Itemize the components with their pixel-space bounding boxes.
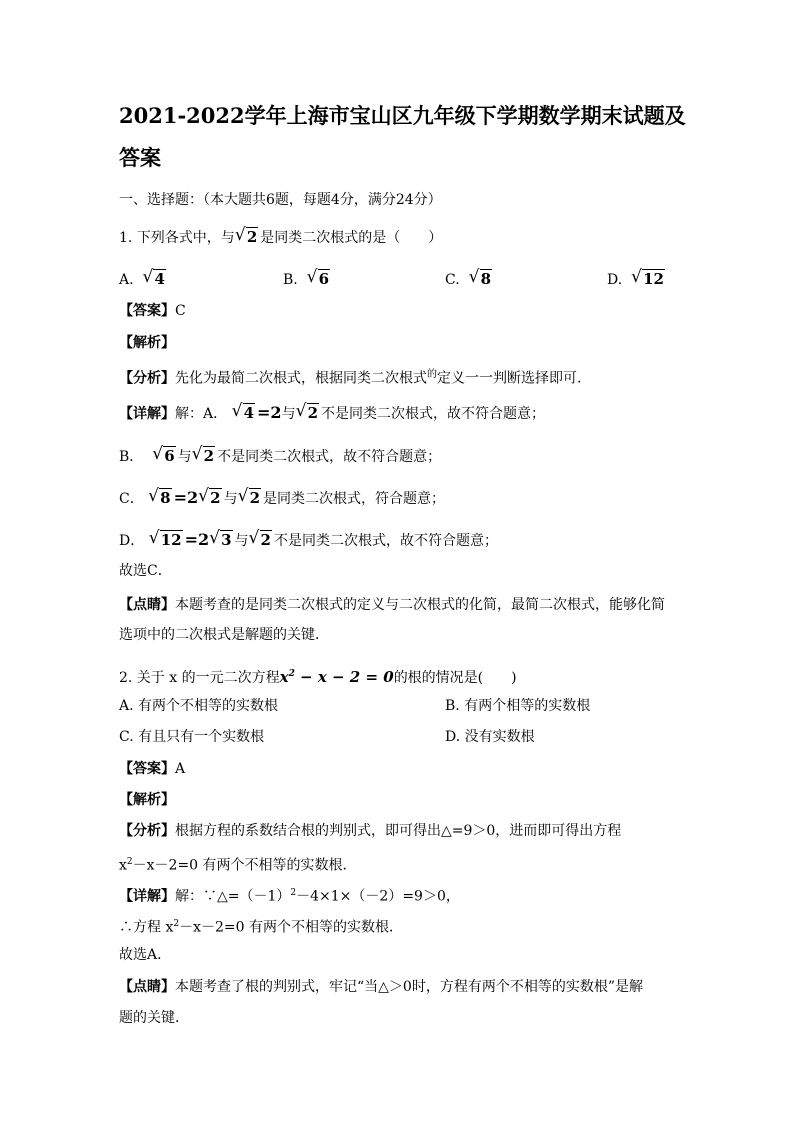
q1-stem-after: 是同类二次根式的是（ ） <box>260 230 443 246</box>
q1-stem-before: 1. 下列各式中，与 <box>119 230 235 246</box>
q1-detail-d: D． √ 12 =2 √ 3 与 √ 2 不是同类二次根式，故不符合题意； <box>119 528 498 549</box>
q2-detail-1: 【详解】解：$\because\triangle=(-1)^2-4\times 1\times(-2)=9>0$， <box>119 888 460 905</box>
q2-fenxi-1: 【分析】根据方程的系数结合根的判别式，即可得出△=9＞0，进而即可得出方程 <box>119 823 622 839</box>
q2-jiexi: 【解析】 <box>119 792 175 808</box>
q2-dianjing-2: 题的关键． <box>119 1010 189 1026</box>
q2-equation: $x^2 - x - 2 = 0$ <box>279 668 394 686</box>
q2-answer: 【答案】A <box>119 761 186 777</box>
q1-option-d: D. √ 12 <box>607 267 664 288</box>
q2-fenxi-2: $x^2-x-2=0$ 有两个不相等的实数根． <box>119 857 357 874</box>
q1-answer: 【答案】C <box>119 303 186 319</box>
q2-option-b: B. 有两个相等的实数根 <box>445 698 591 714</box>
q2-option-d: D. 没有实数根 <box>445 729 535 745</box>
q1-fenxi: 【分析】先化为最简二次根式，根据同类二次根式$^的$定义一一判断选择即可. <box>119 369 582 387</box>
title-line-2: 答案 <box>119 145 161 170</box>
q1-detail-b: B． √ 6 与 √ 2 不是同类二次根式，故不符合题意； <box>119 444 442 465</box>
q2-option-a: A. 有两个不相等的实数根 <box>119 698 279 714</box>
title-line-1: 2021-2022学年上海市宝山区九年级下学期数学期末试题及 <box>119 103 686 128</box>
q1-dianjing-2: 选项中的二次根式是解题的关键． <box>119 627 329 643</box>
q2-stem: 2. 关于 x 的一元二次方程$x^2 - x - 2 = 0$的根的情况是( ) <box>119 668 517 686</box>
sqrt-2: √ 2 <box>234 225 258 246</box>
section-heading: 一、选择题：（本大题共6题，每题4分，满分24分） <box>119 192 442 208</box>
q2-dianjing-1: 【点睛】本题考查了根的判别式，牢记“当△＞0时，方程有两个不相等的实数根”是解 <box>119 979 643 995</box>
q1-conclusion: 故选C． <box>119 563 172 579</box>
q2-conclusion: 故选A． <box>119 947 172 963</box>
q2-option-c: C. 有且只有一个实数根 <box>119 729 265 745</box>
q1-option-b: B. √ 6 <box>283 267 330 288</box>
q1-detail-c: C． √ 8 =2 √ 2 与 √ 2 是同类二次根式，符合题意； <box>119 486 446 507</box>
q1-stem <box>119 227 442 248</box>
q1-option-c: C. √ 8 <box>445 267 492 288</box>
q1-detail-a: 【详解】解：A． √ 4 =2与 √ 2 不是同类二次根式，故不符合题意； <box>119 401 545 422</box>
q1-option-a: A. √ 4 <box>119 267 165 288</box>
q1-dianjing-1: 【点睛】本题考查的是同类二次根式的定义与二次根式的化简，最简二次根式，能够化简 <box>119 597 665 613</box>
q1-jiexi: 【解析】 <box>119 335 175 351</box>
q2-detail-2: ∴方程 $x^2-x-2=0$ 有两个不相等的实数根． <box>119 919 403 936</box>
